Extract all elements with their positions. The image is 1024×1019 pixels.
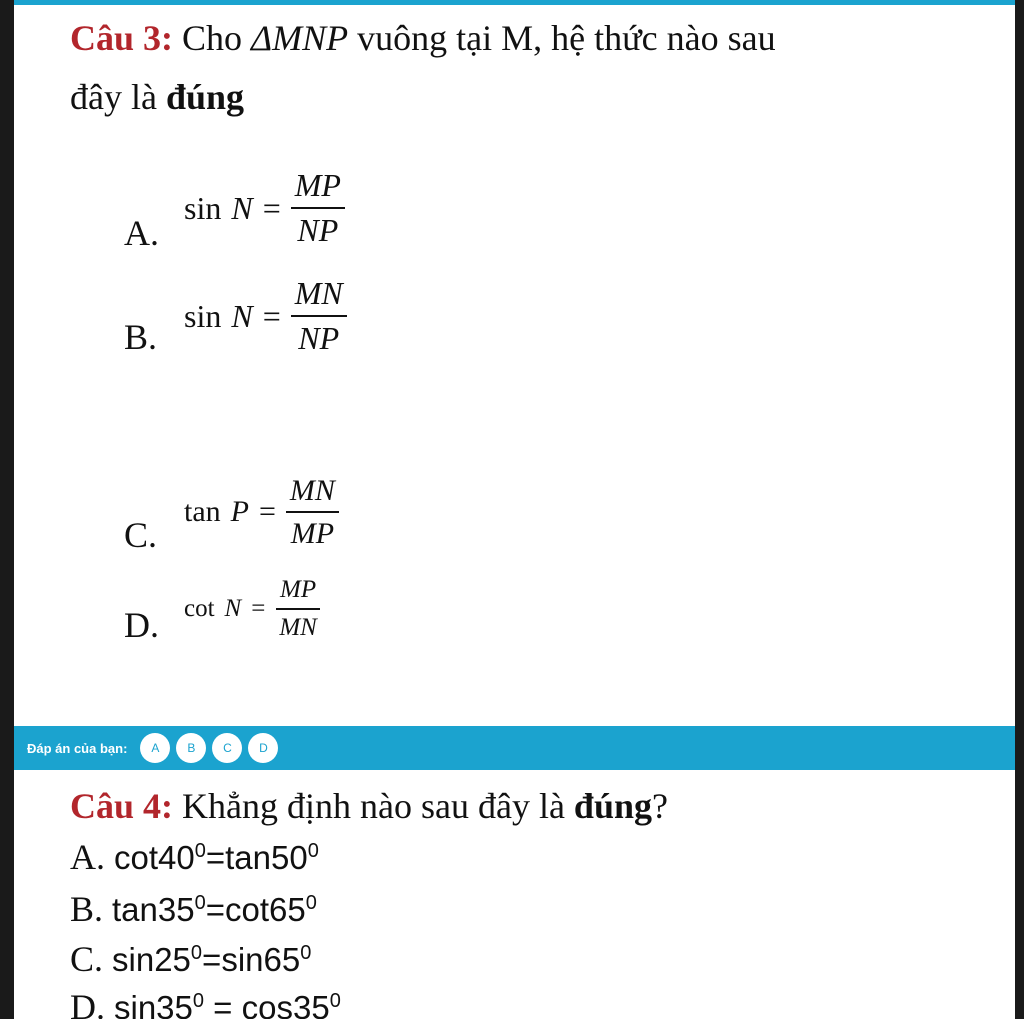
q4-text: Khẳng định nào sau đây là xyxy=(182,786,565,826)
math-eq: = xyxy=(205,839,226,876)
formula-eq: = xyxy=(258,495,276,528)
formula-var: N xyxy=(231,189,253,226)
degree: 0 xyxy=(194,892,206,914)
numerator: MP xyxy=(276,576,320,610)
degree: 0 xyxy=(194,840,206,862)
formula-var: N xyxy=(224,594,242,622)
numerator: MP xyxy=(291,168,345,209)
formula xyxy=(184,168,345,248)
formula-fn: sin xyxy=(184,297,222,334)
q4-bold: đúng xyxy=(573,786,652,826)
q4-option-c xyxy=(70,938,311,980)
degree: 0 xyxy=(300,942,312,964)
fraction xyxy=(291,276,347,356)
answer-choice-b[interactable]: B xyxy=(176,733,206,763)
math-right: tan50 xyxy=(225,839,308,876)
math-eq: = xyxy=(202,941,222,978)
top-accent-line xyxy=(14,0,1015,5)
math-eq: = xyxy=(205,891,226,928)
denominator: MP xyxy=(290,517,335,550)
q4-heading xyxy=(70,786,668,827)
degree: 0 xyxy=(307,840,319,862)
fraction xyxy=(275,576,321,641)
fraction xyxy=(286,474,339,550)
option-letter: B. xyxy=(70,889,104,929)
answer-label: Đáp án của bạn: xyxy=(27,740,128,756)
math-left: sin35 xyxy=(114,989,193,1019)
document-page xyxy=(14,0,1015,1019)
formula xyxy=(184,576,321,641)
math xyxy=(114,989,341,1019)
option-letter: A. xyxy=(70,837,105,877)
q3-triangle: ΔMNP xyxy=(251,18,349,58)
formula-eq: = xyxy=(251,594,266,622)
formula xyxy=(184,474,339,550)
denominator: MN xyxy=(279,613,317,641)
denominator: NP xyxy=(297,212,339,249)
formula-eq: = xyxy=(262,297,281,334)
math-left: tan35 xyxy=(112,891,195,928)
math-right: sin65 xyxy=(221,941,301,978)
formula-eq: = xyxy=(262,189,281,226)
option-letter: C. xyxy=(124,515,158,555)
degree: 0 xyxy=(305,892,317,914)
option-letter: A. xyxy=(124,213,159,253)
option-letter: B. xyxy=(124,317,158,357)
numerator: MN xyxy=(286,474,339,513)
denominator: NP xyxy=(298,320,340,357)
answer-choice-c[interactable]: C xyxy=(212,733,242,763)
q3-heading xyxy=(70,18,776,59)
answer-bar xyxy=(14,726,1015,770)
degree: 0 xyxy=(190,942,203,964)
answer-choice-d[interactable]: D xyxy=(248,733,278,763)
answer-choice-a[interactable]: A xyxy=(140,733,170,763)
q3-line2-bold: đúng xyxy=(165,77,245,117)
formula xyxy=(184,276,347,356)
formula-fn: tan xyxy=(184,495,221,528)
q3-option-a xyxy=(124,168,624,278)
math-right: cot65 xyxy=(225,891,306,928)
math-left: sin25 xyxy=(112,941,191,978)
math-right: cos35 xyxy=(241,989,330,1019)
q3-option-d xyxy=(124,576,624,686)
q4-option-b xyxy=(70,888,317,930)
math xyxy=(114,839,319,876)
degree: 0 xyxy=(329,990,341,1012)
q4-option-d xyxy=(70,986,341,1019)
q4-number: Câu 4: xyxy=(70,786,174,826)
q3-text-pre: Cho xyxy=(182,18,243,58)
q3-line2-pre: đây là xyxy=(70,77,157,117)
formula-var: N xyxy=(231,297,253,334)
q3-option-c xyxy=(124,474,624,584)
formula-fn: cot xyxy=(184,594,215,622)
option-letter: D. xyxy=(70,987,105,1019)
math-eq: = xyxy=(204,989,242,1019)
formula-fn: sin xyxy=(184,189,222,226)
option-letter: C. xyxy=(70,939,104,979)
option-letter: D. xyxy=(124,605,159,645)
q3-option-b xyxy=(124,276,624,386)
math xyxy=(112,891,317,928)
fraction xyxy=(291,168,345,248)
q3-number: Câu 3: xyxy=(70,18,174,58)
numerator: MN xyxy=(291,276,347,317)
q4-option-a xyxy=(70,836,319,878)
formula-var: P xyxy=(230,495,249,528)
math-left: cot40 xyxy=(114,839,195,876)
q3-line2 xyxy=(70,76,244,118)
degree: 0 xyxy=(192,990,205,1012)
q3-text-post: vuông tại M, hệ thức nào sau xyxy=(357,18,776,58)
q4-end: ? xyxy=(652,786,668,826)
math xyxy=(112,941,311,978)
